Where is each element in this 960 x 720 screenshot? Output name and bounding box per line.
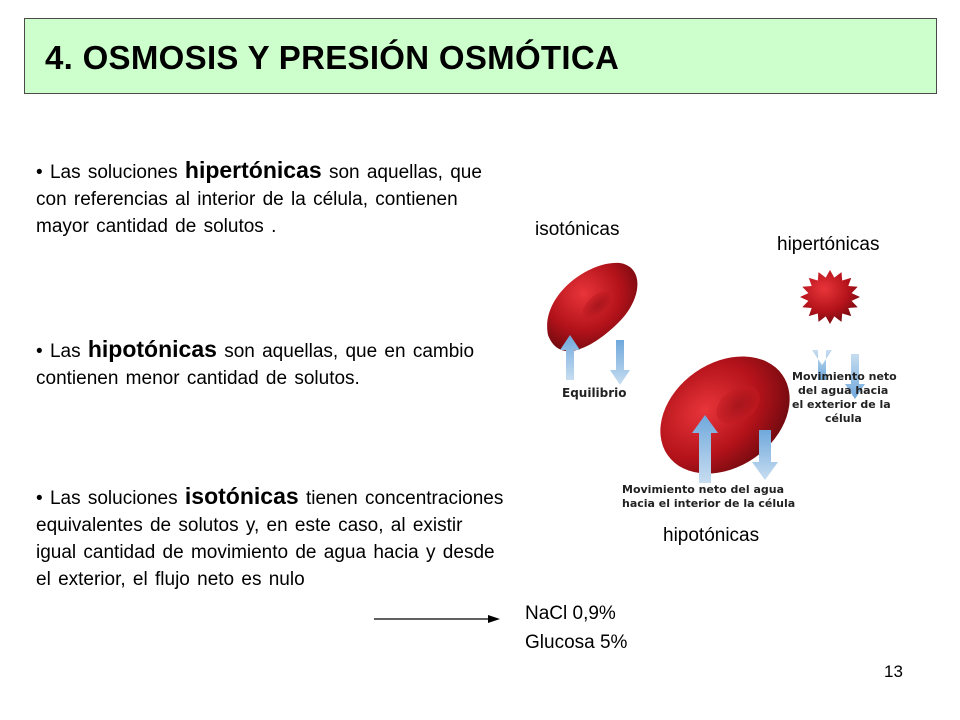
term-hypotonic: hipotónicas [87,336,217,362]
paragraph-text-start: Las soluciones [49,488,185,509]
equilibrium-caption: Equilibrio [562,386,627,400]
term-isotonic: isotónicas [184,483,299,509]
label-hypotonic: hipotónicas [663,525,760,546]
slide-title: 4. OSMOSIS Y PRESIÓN OSMÓTICA [45,39,620,76]
equilibrium-arrows-icon [560,335,630,385]
outflow-caption-line1: Movimiento neto [792,370,897,383]
label-hypertonic: hipertónicas [777,234,880,255]
outflow-caption-line3: el exterior de la [792,398,891,411]
red-blood-cells-illustration [530,255,915,515]
bullet: • [36,488,43,509]
paragraph-isotonic [36,483,506,593]
outflow-caption-line4: célula [825,412,862,425]
paragraph-text-start: Las [49,341,88,362]
paragraph-text-start: Las soluciones [49,162,185,183]
svg-text:Movimiento neto del agua h [792,370,901,425]
title-banner [24,18,937,94]
isotonic-cell [547,263,637,351]
paragraph-hypertonic [36,157,496,240]
inflow-caption-line2: hacia el interior de la célula [622,497,796,510]
svg-text:Movimiento neto del agua h [622,483,795,510]
term-hypertonic: hipertónicas [184,157,322,183]
label-isotonic: isotónicas [535,219,620,240]
paragraph-text-end: son aquellas, que en cambio contienen menor cantidad de solutos. [36,341,475,389]
inflow-caption-line1: Movimiento neto del agua [622,483,785,496]
pointer-arrow-icon [372,610,502,630]
bullet: • [36,341,43,362]
hypertonic-cell [800,270,860,324]
paragraph-hypotonic [36,336,486,392]
bullet: • [36,162,43,183]
examples-block [525,599,627,657]
example-glucose: Glucosa 5% [525,632,628,653]
hypotonic-cell [638,332,812,497]
example-nacl: NaCl 0,9% [525,603,616,624]
paragraph-text-end: tienen concentraciones equivalentes de solutos y, en este caso, al existir igual cantidad de movimiento de agua hacia y desde el exterior, el flujo neto es nulo [36,488,504,590]
paragraph-text-end: son aquellas, que con referencias al interior de la célula, contienen mayor cantidad de solutos . [36,162,482,237]
outflow-caption-line2: del agua hacia [798,384,889,397]
page-number: 13 [884,662,903,681]
